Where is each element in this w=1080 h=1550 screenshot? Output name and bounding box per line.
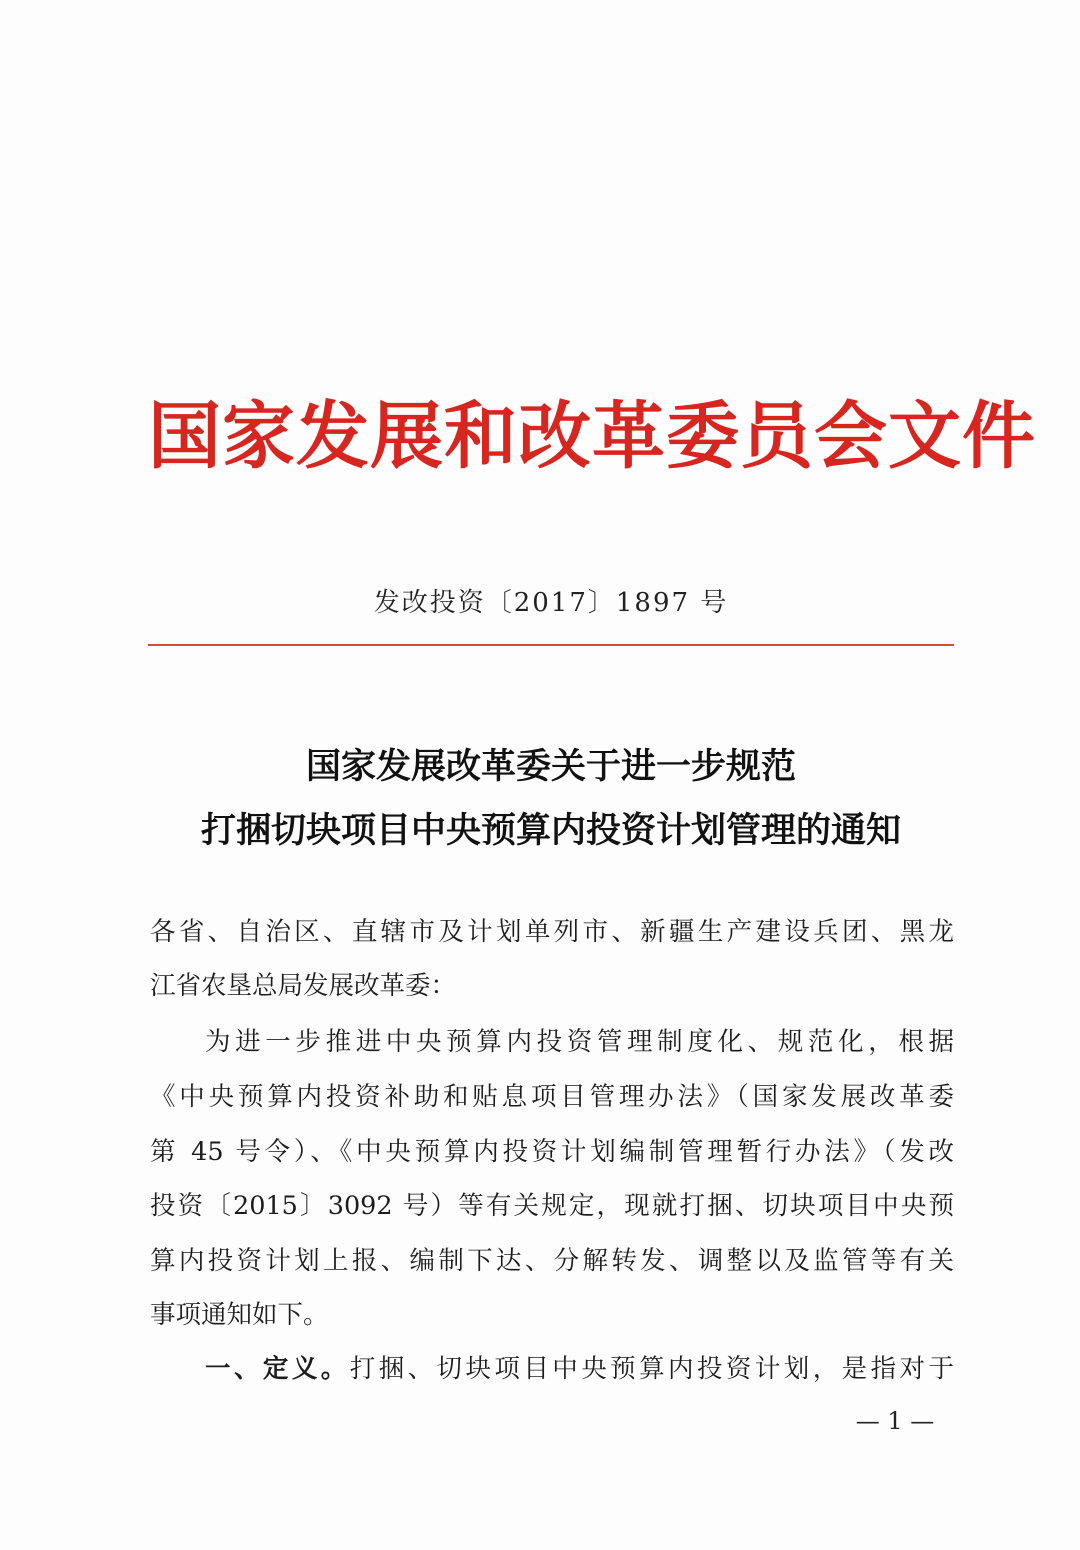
body-paragraph-line-3: 第 45 号令）、《中央预算内投资计划编制管理暂行办法》（发改 <box>150 1137 954 1167</box>
document-title-line-1: 国家发展改革委关于进一步规范 <box>305 746 796 787</box>
body-paragraph-line-2: 《中央预算内投资补助和贴息项目管理办法》（国家发展改革委 <box>150 1082 954 1112</box>
body-paragraph-line-1: 为进一步推进中央预算内投资管理制度化、规范化，根据 <box>205 1027 954 1057</box>
body-paragraph-line-6: 事项通知如下。 <box>150 1300 329 1330</box>
body-paragraph-line-5: 算内投资计划上报、编制下达、分解转发、调整以及监管等有关 <box>150 1246 954 1276</box>
addressee-line-2: 江省农垦总局发展改革委： <box>150 971 457 1001</box>
section-one-line <box>205 1349 954 1389</box>
section-one-heading: 一、定义。 <box>205 1354 350 1384</box>
page-number: — 1 — <box>855 1407 935 1435</box>
red-separator-line <box>148 644 954 646</box>
issuing-authority-header: 国家发展和改革委员会文件 <box>148 393 1036 479</box>
section-one-text: 打捆、切块项目中央预算内投资计划，是指对于 <box>349 1354 954 1384</box>
body-paragraph-line-4: 投资〔2015〕3092 号）等有关规定，现就打捆、切块项目中央预 <box>150 1191 954 1221</box>
document-number: 发改投资〔2017〕1897 号 <box>373 588 729 618</box>
addressee-line-1: 各省、自治区、直辖市及计划单列市、新疆生产建设兵团、黑龙 <box>150 917 954 947</box>
document-title-line-2: 打捆切块项目中央预算内投资计划管理的通知 <box>200 810 901 851</box>
